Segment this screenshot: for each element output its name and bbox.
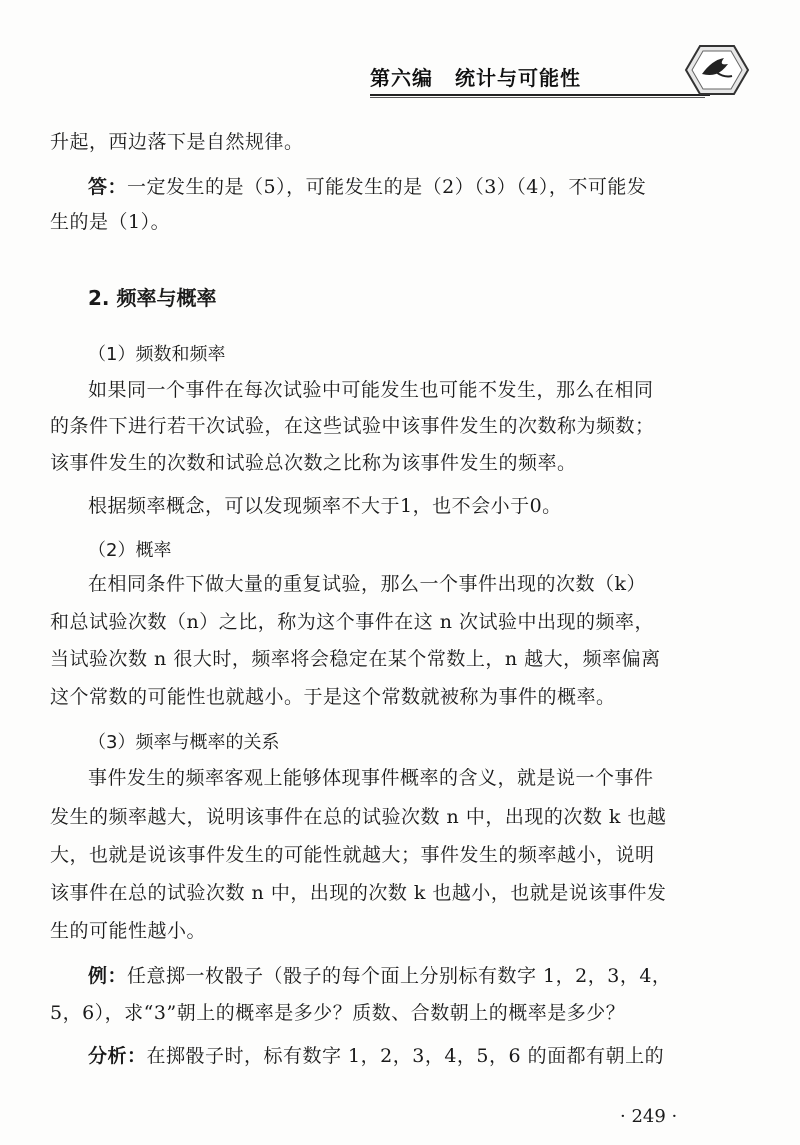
subsection-title: （1）频数和频率 <box>88 344 226 365</box>
paragraph-line: 发生的频率越大，说明该事件在总的试验次数 n 中，出现的次数 k 也越 <box>50 806 667 828</box>
answer-line <box>88 175 646 199</box>
paragraph-line: 在相同条件下做大量的重复试验，那么一个事件出现的次数（k） <box>88 573 647 595</box>
paragraph-line: 当试验次数 n 很大时，频率将会稳定在某个常数上，n 越大，频率偏离 <box>50 648 661 670</box>
paragraph-line: 如果同一个事件在每次试验中可能发生也可能不发生，那么在相同 <box>88 379 654 401</box>
header-rule <box>370 94 710 96</box>
header-title: 统计与可能性 <box>455 66 581 90</box>
analysis-text: 在掷骰子时，标有数字 1，2，3，4，5，6 的面都有朝上的 <box>146 1045 665 1067</box>
paragraph-line: 的条件下进行若干次试验，在这些试验中该事件发生的次数称为频数； <box>50 415 655 437</box>
analysis-label: 分析： <box>88 1045 147 1067</box>
header-part: 第六编 <box>370 66 433 90</box>
answer-label: 答： <box>88 176 128 198</box>
answer-line-cont: 生的是（1）。 <box>50 211 171 233</box>
paragraph-line: 这个常数的可能性也就越小。于是这个常数就被称为事件的概率。 <box>50 686 616 708</box>
example-text: 任意掷一枚骰子（骰子的每个面上分别标有数字 1，2，3，4， <box>127 965 672 987</box>
paragraph-line: 该事件发生的次数和试验总次数之比称为该事件发生的频率。 <box>50 452 577 474</box>
paragraph-line: 升起，西边落下是自然规律。 <box>50 131 304 153</box>
example-line-cont: 5，6），求“3”朝上的概率是多少？质数、合数朝上的概率是多少？ <box>50 1002 626 1024</box>
page-number: · 249 · <box>620 1106 678 1127</box>
subsection-title: （3）频率与概率的关系 <box>88 732 280 753</box>
section-title: 2. 频率与概率 <box>88 286 217 310</box>
paragraph-line: 和总试验次数（n）之比，称为这个事件在这 n 次试验中出现的频率， <box>50 611 655 633</box>
bird-logo-icon <box>672 40 752 100</box>
paragraph-line: 生的可能性越小。 <box>50 920 207 942</box>
running-header <box>370 62 581 91</box>
paragraph-line: 该事件在总的试验次数 n 中，出现的次数 k 也越小，也就是说该事件发 <box>50 882 667 904</box>
paragraph-line: 事件发生的频率客观上能够体现事件概率的含义，就是说一个事件 <box>88 767 654 789</box>
answer-text: 一定发生的是（5），可能发生的是（2）（3）（4），不可能发 <box>127 176 647 198</box>
header-rule-thin <box>370 97 705 98</box>
analysis-line <box>88 1044 664 1068</box>
example-label: 例： <box>88 965 128 987</box>
paragraph-line: 大，也就是说该事件发生的可能性就越大；事件发生的频率越小，说明 <box>50 844 655 866</box>
subsection-title: （2）概率 <box>88 540 172 561</box>
example-line <box>88 964 671 988</box>
paragraph-line: 根据频率概念，可以发现频率不大于1，也不会小于0。 <box>88 495 562 517</box>
